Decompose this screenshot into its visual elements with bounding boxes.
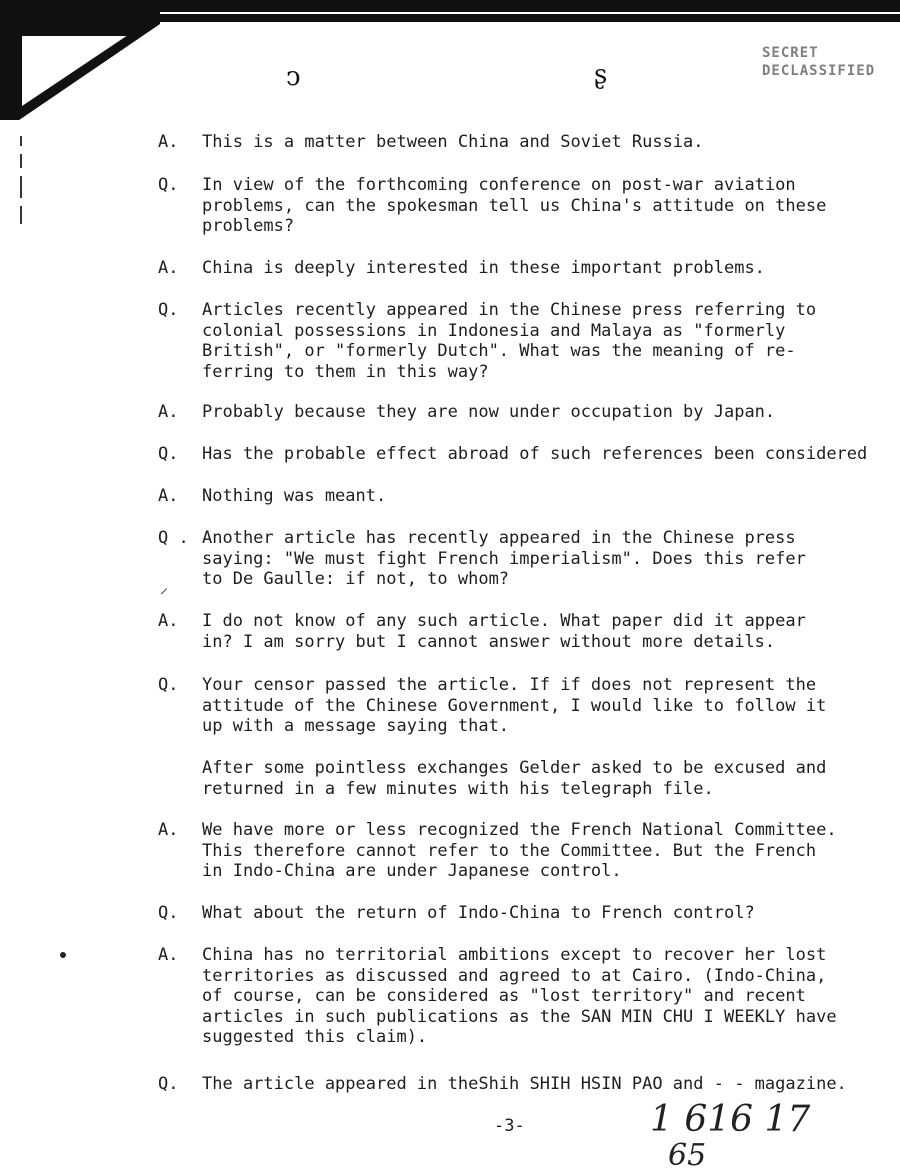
punch-hole-mark: ↄ [286,62,301,92]
entry-text: The article appeared in theShih SHIH HSIN PAO and - - magazine. [202,1074,847,1094]
entry-text: Probably because they are now under occupation by Japan. [202,402,776,422]
entry-text: We have more or less recognized the French National Committee. This therefore cannot refer to the Committee. But the French in Indo-China are under Japanese control. [202,820,837,882]
entry-text: China is deeply interested in these important problems. [202,258,765,278]
handwritten-folio-number: 1 616 17 [650,1099,811,1140]
entry-label: A. [158,611,179,631]
entry-label: Q. [158,175,179,195]
margin-dot-mark [60,952,66,958]
handwritten-sub-number: 65 [668,1138,707,1173]
declassification-stamp [762,44,898,88]
entry-label: A. [158,486,179,506]
entry-text: In view of the forthcoming conference on post-war aviation problems, can the spokesman tell us China's attitude on these problems? [202,175,827,237]
entry-label: A. [158,258,179,278]
entry-text: Your censor passed the article. If if does not represent the attitude of the Chinese Government, I would like to follow it up with a message saying that. [202,675,827,737]
entry-label: Q. [158,1074,179,1094]
entry-text: I do not know of any such article. What paper did it appear in? I am sorry but I cannot answer without more details. [202,611,806,652]
entry-text: This is a matter between China and Soviet Russia. [202,132,704,152]
entry-text: Has the probable effect abroad of such references been considered [202,444,868,464]
entry-label: Q . [158,528,189,548]
scan-border-bar [150,14,900,22]
entry-label: Q. [158,675,179,695]
entry-text: China has no territorial ambitions except to recover her lost territories as discussed and agreed to at Cairo. (Indo-China, of course, can be considered as "lost territory" and recent articles in such publications as the SAN MIN CHU I WEEKLY have suggested this claim). [202,945,837,1048]
punch-hole-mark: ʂ [594,60,608,90]
stamp-line-2: DECLASSIFIED [762,63,876,79]
entry-label: Q. [158,444,179,464]
narrative-paragraph: After some pointless exchanges Gelder asked to be excused and returned in a few minutes with his telegraph file. [202,758,827,799]
binding-marks [14,130,24,280]
page-number: -3- [494,1116,525,1136]
entry-text: Another article has recently appeared in the Chinese press saying: "We must fight French imperialism". Does this refer to De Gaulle: if not, to whom? [202,528,806,590]
margin-tick-mark: ⸝ [160,578,169,597]
stamp-line-1: SECRET [762,45,819,61]
entry-text: Articles recently appeared in the Chinese press referring to colonial possessions in Indonesia and Malaya as "formerly British", or "formerly Dutch". What was the meaning of re- ferring to them in this way? [202,300,817,382]
entry-label: Q. [158,300,179,320]
entry-text: Nothing was meant. [202,486,387,506]
entry-label: Q. [158,903,179,923]
entry-label: A. [158,820,179,840]
entry-label: A. [158,132,179,152]
entry-label: A. [158,945,179,965]
entry-label: A. [158,402,179,422]
entry-text: What about the return of Indo-China to French control? [202,903,755,923]
